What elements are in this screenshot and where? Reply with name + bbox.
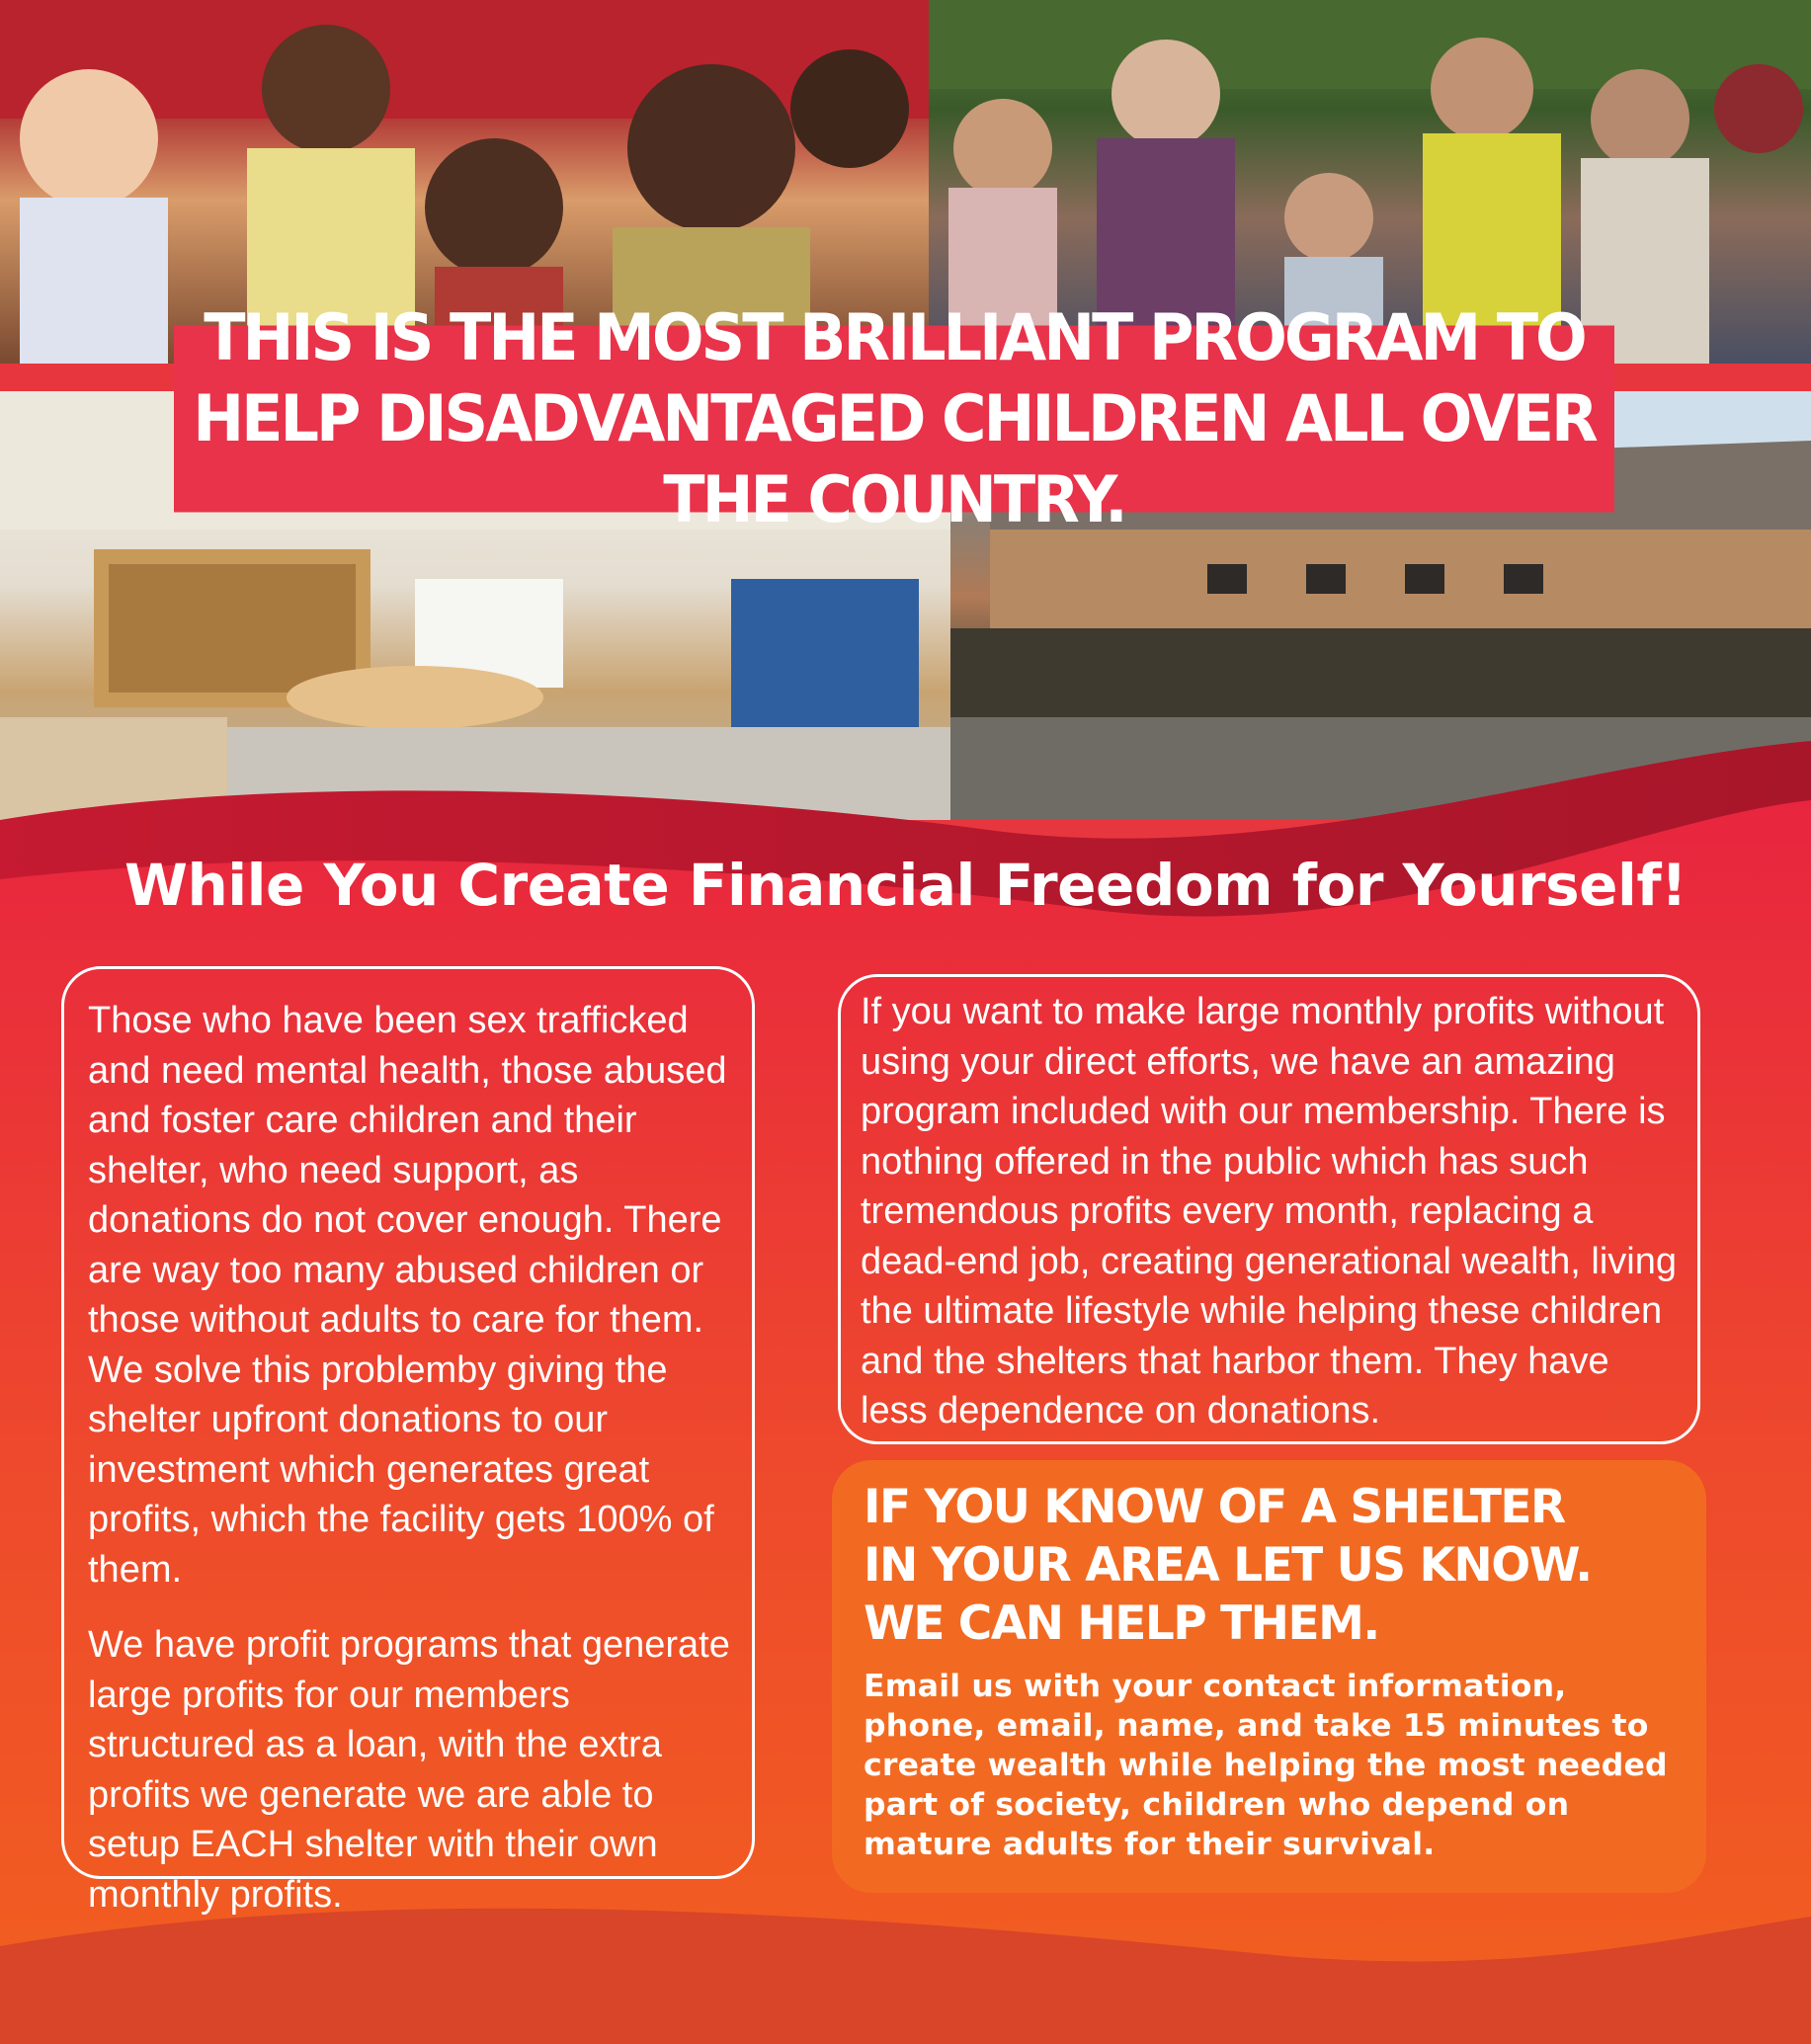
banner-line-2: HELP DISADVANTAGED CHILDREN ALL OVER THE COUNTRY. (193, 380, 1596, 537)
monthly-profits-box (838, 974, 1700, 1444)
monthly-profits-paragraph: If you want to make large monthly profits without using your direct efforts, we have an amazing program included with our membership. There is nothing offered in the public which has such tremendous profits every month, replacing a dead-end job, creating generational wealth, living the ultimate lifestyle while helping these children and the shelters that harbor them. They have less dependence on donations. (861, 991, 1677, 1431)
shelter-support-paragraph-2: We have profit programs that generate large profits for our members structured as a loan, with the extra profits we generate we are able to setup EACH shelter with their own monthly profits. (88, 1624, 730, 1916)
shelter-support-paragraph-1: Those who have been sex trafficked and need mental health, those abused and foster care children and their shelter, who need support, as donations do not cover enough. There are way too many abused children or those without adults to care for them. We solve this problemby giving the shelter upfront donations to our investment which generates great profits, which the facility gets 100% of them. (88, 1000, 727, 1591)
callout-title (864, 1478, 1677, 1653)
callout-title-line-1: IF YOU KNOW OF A SHELTER (864, 1480, 1565, 1534)
callout-body: Email us with your contact information, phone, email, name, and take 15 minutes to create wealth while helping the most needed part of society, children who depend on mature adults for their survival. (864, 1669, 1668, 1862)
banner-line-1: THIS IS THE MOST BRILLIANT PROGRAM TO (204, 299, 1585, 375)
shelter-callout (832, 1460, 1706, 1893)
headline: While You Create Financial Freedom for Yourself! (123, 852, 1688, 919)
callout-title-line-2: IN YOUR AREA LET US KNOW. (864, 1538, 1592, 1593)
shelter-support-box (61, 966, 755, 1916)
program-banner (174, 299, 1614, 537)
callout-title-line-3: WE CAN HELP THEM. (864, 1596, 1379, 1651)
